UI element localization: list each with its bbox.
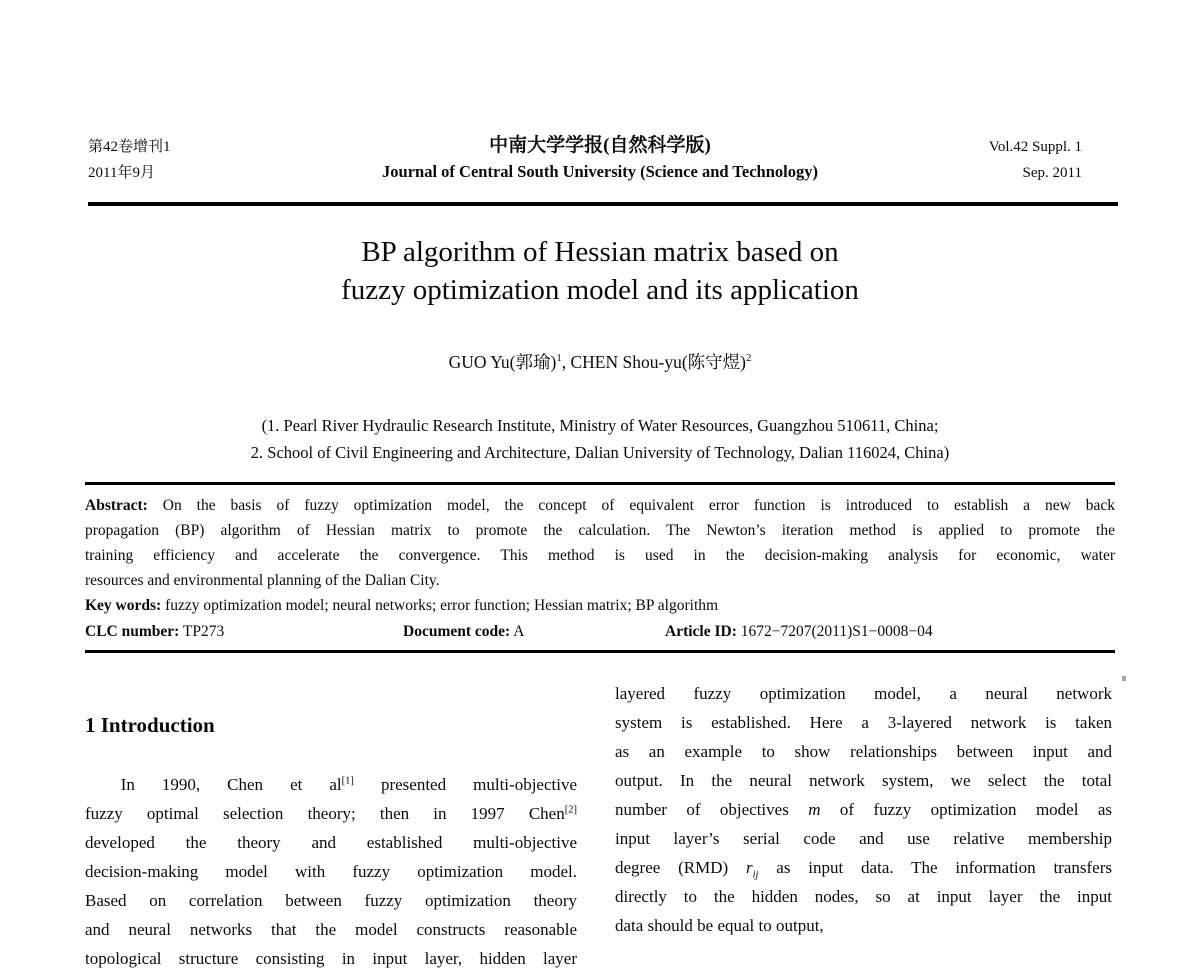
body-left-column	[85, 710, 577, 973]
paper-title-line1: BP algorithm of Hessian matrix based on	[361, 236, 839, 268]
text-segment: training efficiency and accelerate the convergence. This method is used in the decision-making analysis for economic, water	[85, 547, 1115, 564]
text-segment: and neural networks that the model constructs reasonable	[85, 920, 577, 939]
text-segment: 2. School of Civil Engineering and Architecture, Dalian University of Technology, Dalian 116024, China)	[250, 443, 950, 462]
text-segment-it: m	[808, 800, 821, 819]
text-line	[85, 799, 577, 828]
journal-volume-info-en	[989, 134, 1082, 186]
affiliations	[0, 412, 1200, 466]
text-segment-b: Key words:	[85, 597, 166, 614]
article-id-value: 1672−7207(2011)S1−0008−04	[736, 623, 933, 640]
text-line	[0, 349, 1200, 374]
text-segment: GUO Yu(郭瑜)	[448, 352, 557, 372]
text-segment: as input data. The information transfers	[758, 858, 1112, 877]
text-line	[85, 828, 577, 857]
volume-suppl-line: Vol.42 Suppl. 1	[988, 139, 1082, 155]
text-segment: propagation (BP) algorithm of Hessian matrix to promote the calculation. The Newton’s iteration method is applied to promote the	[85, 522, 1115, 539]
text-line	[85, 568, 1115, 593]
text-line	[615, 708, 1112, 737]
text-segment: Based on correlation between fuzzy optimization theory	[85, 891, 577, 910]
text-line	[0, 439, 1200, 466]
text-segment: (1. Pearl River Hydraulic Research Institute, Ministry of Water Resources, Guangzhou 510611, China;	[261, 416, 939, 435]
text-line	[615, 679, 1112, 708]
text-segment: system is established. Here a 3-layered network is taken	[615, 713, 1112, 732]
authors-line	[0, 349, 1200, 374]
classification-row	[85, 619, 1115, 644]
text-segment: developed the theory and established multi-objective	[85, 833, 577, 852]
introduction-paragraph	[85, 770, 577, 973]
text-line	[85, 857, 577, 886]
journal-name-en: Journal of Central South University (Science and Technology)	[382, 162, 818, 181]
text-segment: presented multi-objective	[353, 775, 577, 794]
text-segment: decision-making model with fuzzy optimization model.	[85, 862, 577, 881]
header-rule	[88, 202, 1118, 206]
text-segment: layered fuzzy optimization model, a neural network	[615, 684, 1112, 703]
document-code-label: Document code:	[403, 623, 511, 640]
text-segment: number of objectives	[615, 800, 809, 819]
text-line	[615, 795, 1112, 824]
text-line	[85, 493, 1115, 518]
text-line	[0, 412, 1200, 439]
article-id-label: Article ID:	[665, 623, 737, 640]
document-code-value: A	[510, 623, 525, 640]
date-line-cn: 2011年9月	[88, 165, 155, 181]
abstract-block	[85, 493, 1115, 618]
text-segment: output. In the neural network system, we select the total	[615, 771, 1112, 790]
document-code	[403, 619, 665, 644]
text-segment: resources and environmental planning of the Dalian City.	[85, 572, 440, 589]
text-segment-it: r	[746, 858, 753, 877]
text-line	[85, 770, 577, 799]
text-segment: fuzzy optimization model; neural networks; error function; Hessian matrix; BP algorithm	[165, 597, 719, 614]
text-segment-subit: ij	[752, 869, 759, 881]
article-id	[665, 619, 1115, 644]
clc-number	[85, 619, 403, 644]
clc-value: TP273	[179, 623, 225, 640]
text-segment: On the basis of fuzzy optimization model, the concept of equivalent error function is introduced to establish a new back	[162, 497, 1115, 514]
text-segment: data should be equal to output,	[615, 916, 824, 935]
text-segment-sup: 1	[556, 352, 562, 365]
text-segment: of fuzzy optimization model as	[820, 800, 1112, 819]
abstract-bottom-rule	[85, 650, 1115, 653]
body-right-column	[615, 679, 1112, 940]
clc-label: CLC number:	[85, 623, 180, 640]
text-segment: fuzzy optimal selection theory; then in 1997 Chen	[85, 804, 565, 823]
text-segment: as an example to show relationships between input and	[615, 742, 1112, 761]
paper-title-line2: fuzzy optimization model and its application	[341, 274, 859, 306]
volume-line: 第42卷增刊1	[88, 139, 171, 155]
text-segment-sup: 2	[745, 352, 752, 365]
text-segment: , CHEN Shou-yu(陈守煜)	[561, 352, 746, 372]
journal-name-cn: 中南大学学报(自然科学版)	[489, 135, 711, 156]
scan-artifact-dot	[1122, 676, 1126, 681]
text-line	[85, 518, 1115, 543]
text-segment-sup: [2]	[564, 804, 577, 816]
text-line	[615, 911, 1112, 940]
text-line	[615, 766, 1112, 795]
text-segment-b: Abstract:	[85, 497, 163, 514]
section-heading-introduction: 1 Introduction	[85, 713, 215, 737]
text-segment: In 1990, Chen et al	[120, 775, 342, 794]
text-line	[615, 737, 1112, 766]
text-line	[85, 915, 577, 944]
text-segment-sup: [1]	[341, 775, 354, 787]
text-line	[85, 543, 1115, 568]
text-segment: topological structure consisting in input layer, hidden layer	[85, 949, 577, 968]
abstract-top-rule	[85, 482, 1115, 485]
text-line	[615, 824, 1112, 853]
text-line	[615, 882, 1112, 911]
text-line	[85, 944, 577, 973]
text-segment: directly to the hidden nodes, so at input layer the input	[615, 887, 1112, 906]
date-line-en: Sep. 2011	[1022, 165, 1082, 181]
text-segment: input layer’s serial code and use relative membership	[615, 829, 1112, 848]
paper-title	[0, 233, 1200, 309]
text-line	[85, 593, 1115, 618]
text-line	[615, 853, 1112, 882]
text-line	[85, 886, 577, 915]
text-segment: degree (RMD)	[615, 858, 746, 877]
